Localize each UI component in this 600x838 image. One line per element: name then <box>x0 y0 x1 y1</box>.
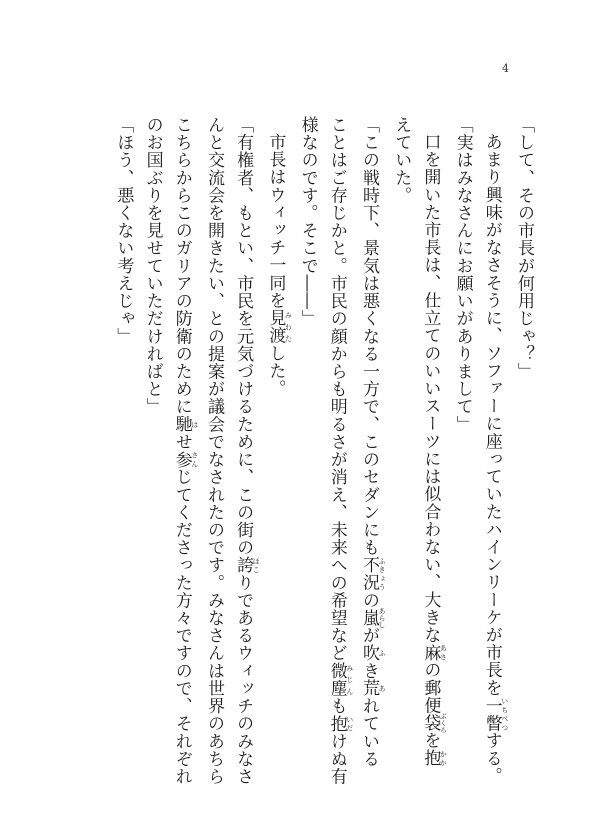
ruby-annotation: 参 さん <box>171 450 199 469</box>
paragraph-6: 「この戦時下、景気は悪くなる一方で、このセダンにも不況 ふきょうの嵐 あらしが吹 ふき荒 あれている <box>358 116 386 768</box>
paragraph-4: 口を開いた市長は、仕立てのいいスーツには似合わない、大きな麻 あさの郵便袋 ぶくろを抱 かか <box>420 133 448 767</box>
ruby-annotation: 抱 かか <box>420 749 448 767</box>
page-number: 4 <box>502 62 509 75</box>
ruby-annotation: 抱 いだ <box>326 714 354 733</box>
paragraph-8: 様なのです。そこで――」 <box>297 116 318 328</box>
ruby-annotation: 見渡 みわた <box>265 309 293 345</box>
paragraph-12: こちらからこのガリアの防衛のために馳 はせ参 さんじてくださった方々ですので、それぞれ <box>171 116 199 786</box>
ruby-annotation: 誇 ほこ <box>233 556 261 574</box>
ruby-annotation: 袋 ぶくろ <box>420 712 448 734</box>
ruby-annotation: 微塵 みじん <box>326 661 354 698</box>
paragraph-10: 「有権者、もとい、市民を元気づけるために、この街の誇 ほこりであるウィッチのみなさ <box>233 116 261 786</box>
paragraph-13: のお国ぶりを見せていただければと」 <box>142 116 163 416</box>
ruby-annotation: 荒 あ <box>358 679 386 698</box>
ruby-annotation: 不況 ふきょう <box>358 556 386 592</box>
ruby-annotation: 馳 は <box>171 415 199 433</box>
paragraph-9: 市長はウィッチ一同を見渡 みわたした。 <box>265 133 293 398</box>
paragraph-3: 「実はみなさんにお願いがありまして」 <box>452 116 473 433</box>
paragraph-2: あまり興味がなさそうに、ソファーに座っていたハインリーケが市長を一瞥 いちべつする。 <box>481 133 509 785</box>
ruby-annotation: 吹 ふ <box>358 644 386 662</box>
paragraph-1: 「して、その市長が何用じゃ？」 <box>514 116 534 381</box>
body-text <box>108 116 538 786</box>
paragraph-11: んと交流会を開きたい、との提案が議会でなされたのです。みなさんは世界のあちら <box>203 116 224 786</box>
paragraph-5: えていた。 <box>391 116 412 205</box>
paragraph-14: 「ほう、悪くない考えじゃ」 <box>113 116 134 345</box>
paragraph-7: ことはご存じかと。市民の顔からも明るさが消え、未来への希望など微塵 みじんも抱 いだけぬ有 <box>326 116 354 786</box>
ruby-annotation: 一瞥 いちべつ <box>481 696 509 732</box>
ruby-annotation: 麻 あさ <box>420 643 448 662</box>
ruby-annotation: 嵐 あらし <box>358 607 386 629</box>
